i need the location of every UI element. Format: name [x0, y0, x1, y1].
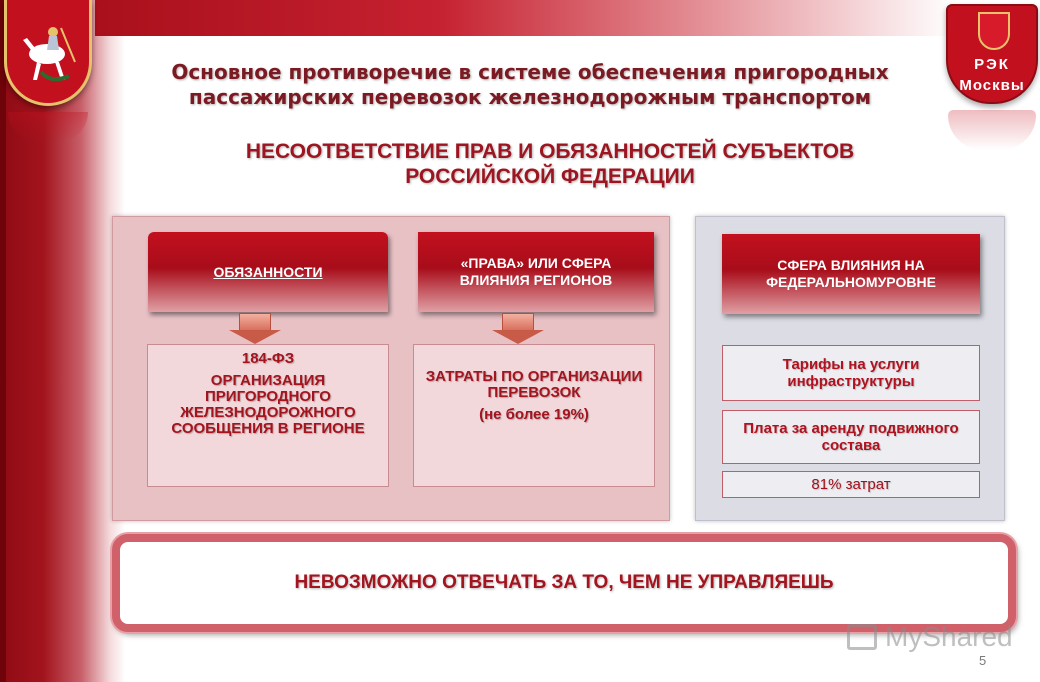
duties-content [147, 344, 389, 487]
logo-reflection [948, 110, 1036, 150]
logo-line-1: РЭК [974, 56, 1010, 73]
rights-header-label: «ПРАВА» ИЛИ СФЕРА ВЛИЯНИЯ РЕГИОНОВ [459, 255, 613, 288]
federal-header [722, 234, 980, 314]
st-george-horseman-icon [17, 10, 81, 90]
conclusion-banner [112, 534, 1016, 632]
duties-header [148, 232, 388, 312]
watermark-text: MyShared [885, 621, 1013, 652]
federal-header-label: СФЕРА ВЛИЯНИЯ НА ФЕДЕРАЛЬНОМУРОВНЕ [766, 257, 936, 290]
page-number: 5 [979, 653, 987, 668]
cost-share-label: 81% затрат [811, 476, 891, 493]
rights-header [418, 232, 654, 312]
slide-title: Основное противоречие в системе обеспечения пригородных пассажирских перевозок железнодорожным транспортом [171, 60, 889, 109]
federal-item-rolling-stock [722, 410, 980, 464]
down-arrow-icon [229, 313, 281, 345]
rights-text: ЗАТРАТЫ ПО ОРГАНИЗАЦИИ ПЕРЕВОЗОК [425, 368, 643, 401]
rek-moscow-logo [946, 4, 1038, 104]
duties-header-label: ОБЯЗАННОСТИ [213, 263, 323, 280]
law-reference: 184-ФЗ [241, 350, 295, 367]
rights-content [413, 344, 655, 487]
left-edge-stripe [0, 0, 6, 682]
moscow-coat-of-arms-icon [4, 0, 92, 106]
watermark [847, 620, 1013, 654]
logo-line-2: Москвы [959, 77, 1025, 94]
watermark-icon [847, 624, 877, 650]
logo-coat-icon [978, 12, 1010, 50]
rights-note: (не более 19%) [479, 406, 589, 423]
duties-text: ОРГАНИЗАЦИЯ ПРИГОРОДНОГО ЖЕЛЕЗНОДОРОЖНОГО СООБЩЕНИЯ В РЕГИОНЕ [171, 372, 365, 437]
federal-item-label: Плата за аренду подвижного состава [743, 420, 959, 454]
slide-subtitle: НЕСООТВЕТСТВИЕ ПРАВ И ОБЯЗАННОСТЕЙ СУБЪЕКТОВ РОССИЙСКОЙ ФЕДЕРАЦИИ [245, 140, 855, 188]
conclusion-text: НЕВОЗМОЖНО ОТВЕЧАТЬ ЗА ТО, ЧЕМ НЕ УПРАВЛЯЕШЬ [294, 572, 834, 593]
federal-item-label: Тарифы на услуги инфраструктуры [782, 356, 920, 390]
down-arrow-icon [492, 313, 544, 345]
federal-item-tariffs [722, 345, 980, 401]
federal-cost-share [722, 471, 980, 498]
top-decor-band [95, 0, 955, 36]
